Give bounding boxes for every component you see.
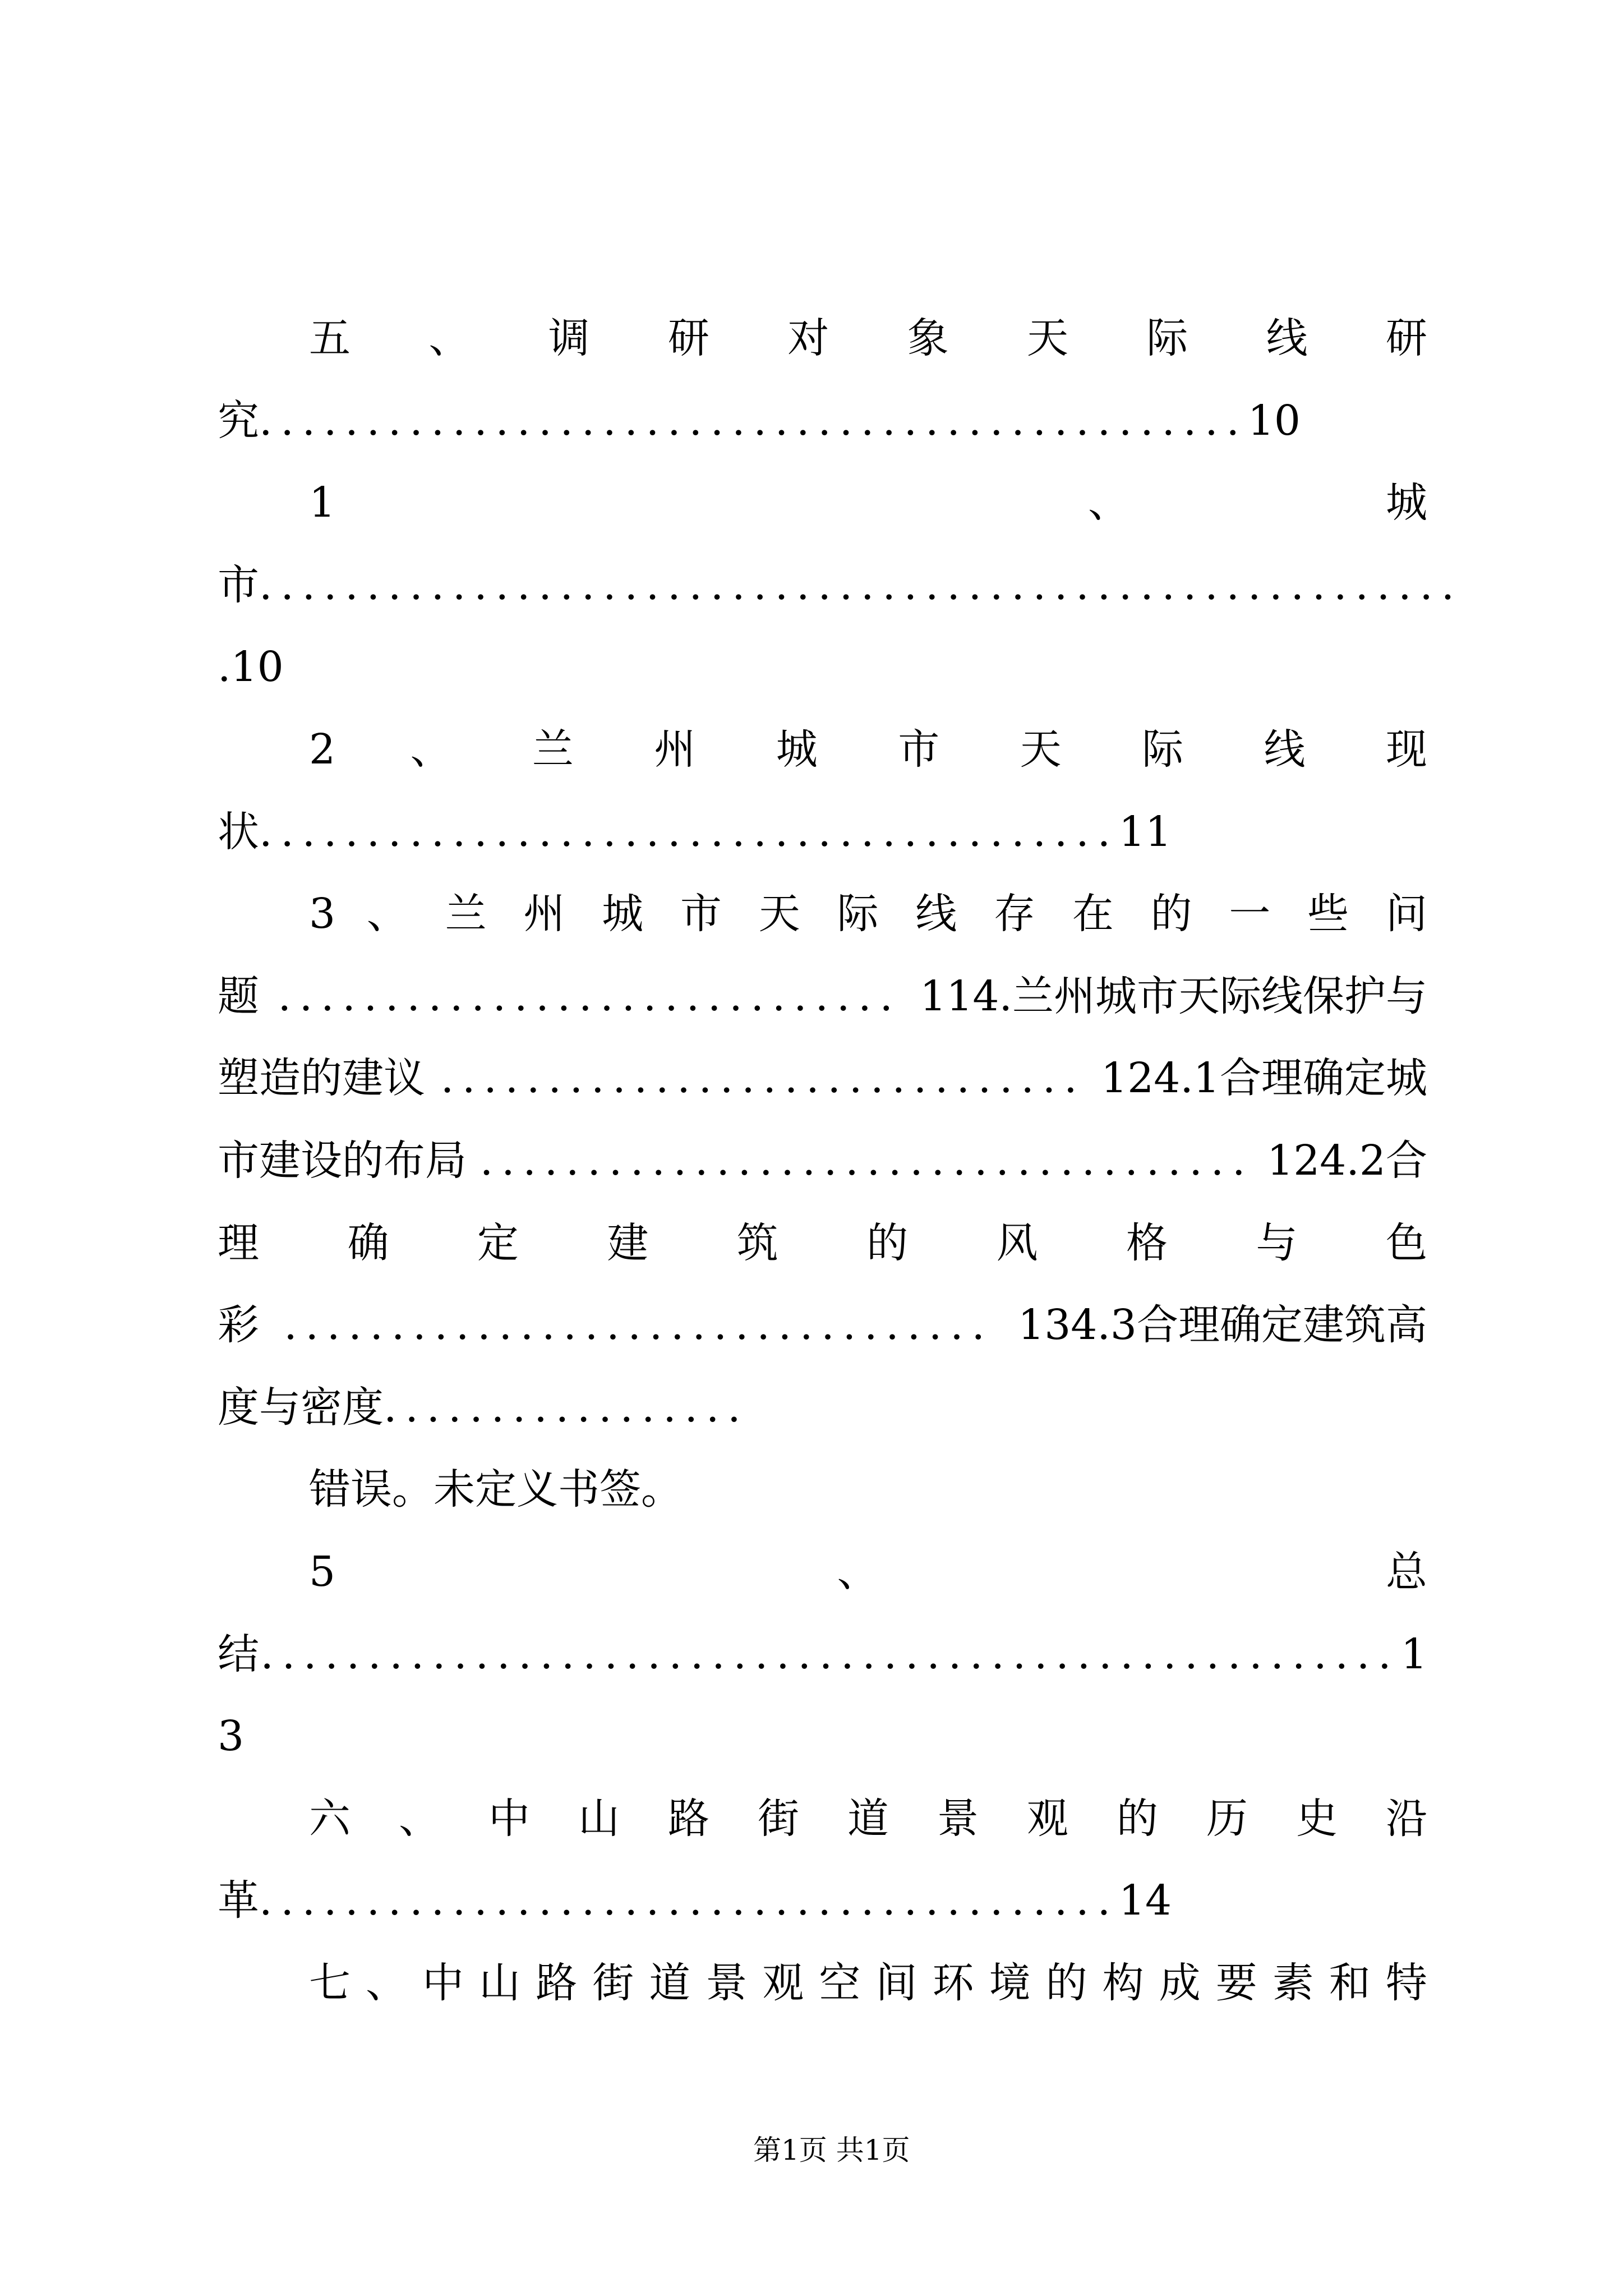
- toc-char: 研: [667, 314, 709, 362]
- toc-page-number: .10: [218, 643, 284, 692]
- toc-char: 些: [1307, 890, 1349, 938]
- toc-char: 市: [898, 725, 940, 774]
- toc-char: 理: [218, 1218, 259, 1267]
- toc-char: 空: [819, 1958, 861, 2007]
- toc-entry-title: 彩: [218, 1301, 259, 1350]
- toc-line: [218, 1202, 1427, 1285]
- toc-char: 史: [1296, 1794, 1338, 1843]
- toc-char: 山: [578, 1794, 620, 1843]
- toc-char: 构: [1102, 1958, 1144, 2007]
- toc-char: 路: [668, 1794, 709, 1843]
- toc-char: 色: [1385, 1218, 1427, 1267]
- toc-char: 兰: [532, 725, 574, 774]
- toc-entry-title: 塑造的建议: [218, 1054, 425, 1103]
- toc-line: [218, 626, 1427, 708]
- toc-line: [218, 544, 1463, 627]
- toc-entry-title: 题: [218, 972, 259, 1020]
- toc-page-number: 14: [1118, 1876, 1172, 1925]
- toc-char: 要: [1215, 1958, 1257, 2007]
- toc-dot-leader: ........................................: [259, 1876, 1119, 1925]
- toc-char: 际: [1146, 314, 1188, 362]
- toc-char: 、: [399, 1794, 440, 1843]
- toc-char: 街: [758, 1794, 799, 1843]
- toc-line: [218, 955, 1427, 1038]
- toc-entry-title: 市: [218, 560, 259, 609]
- toc-char: 城: [1386, 478, 1427, 527]
- toc-line: [218, 1695, 1427, 1778]
- toc-char: 存: [994, 890, 1036, 938]
- toc-char: 特: [1385, 1958, 1427, 2007]
- toc-page-number: 11: [1118, 807, 1172, 856]
- toc-char: 七: [309, 1958, 351, 2007]
- toc-char: 的: [1150, 890, 1192, 938]
- toc-entry-title: 结: [218, 1630, 259, 1678]
- toc-line: [218, 1942, 1427, 2024]
- toc-char: 道: [847, 1794, 889, 1843]
- toc-line: [218, 1120, 1427, 1202]
- toc-line: [218, 1284, 1427, 1366]
- toc-char: 的: [866, 1218, 909, 1267]
- toc-char: 现: [1385, 725, 1427, 774]
- toc-entry-title: 市建设的布局: [218, 1136, 467, 1185]
- toc-char: 际: [1142, 725, 1184, 774]
- toc-char: 1: [309, 478, 336, 527]
- toc-char: 线: [1264, 725, 1306, 774]
- toc-dot-leader: ..............................................: [259, 396, 1248, 445]
- toc-char: 、: [410, 725, 452, 774]
- toc-char: 2: [309, 725, 336, 774]
- toc-char: 际: [837, 890, 879, 938]
- toc-char: 、: [428, 314, 471, 362]
- toc-char: 州: [523, 890, 565, 938]
- toc-char: 素: [1272, 1958, 1314, 2007]
- toc-page-and-next-entry: 134.3合理确定建筑高: [1018, 1301, 1427, 1350]
- toc-char: 调: [548, 314, 590, 362]
- toc-entry-title: 革: [218, 1876, 259, 1925]
- toc-char: 成: [1159, 1958, 1201, 2007]
- toc-char: 五: [309, 314, 351, 362]
- toc-char: 山: [479, 1958, 521, 2007]
- toc-page-and-next-entry: 114.兰州城市天际线保护与: [920, 972, 1427, 1020]
- toc-char: 观: [1027, 1794, 1068, 1843]
- toc-char: 和: [1329, 1958, 1371, 2007]
- toc-char: 历: [1206, 1794, 1248, 1843]
- toc-line: [218, 1531, 1427, 1613]
- toc-char: 格: [1126, 1218, 1168, 1267]
- toc-char: 景: [706, 1958, 748, 2007]
- toc-char: 、: [366, 1958, 408, 2007]
- toc-char: 境: [989, 1958, 1031, 2007]
- toc-char: 街: [592, 1958, 634, 2007]
- toc-line: [218, 1778, 1427, 1860]
- toc-page-number: 10: [1247, 396, 1301, 445]
- page-footer: 第1页 共1页: [753, 2134, 910, 2166]
- toc-char: 中: [488, 1794, 530, 1843]
- toc-char: 5: [309, 1547, 336, 1596]
- toc-char: 筑: [736, 1218, 778, 1267]
- toc-char: 建: [607, 1218, 649, 1267]
- toc-char: 天: [758, 890, 800, 938]
- toc-char: 、: [837, 1547, 879, 1596]
- toc-line: [218, 791, 1427, 873]
- toc-entry-title: 度与密度: [218, 1383, 384, 1432]
- toc-page-and-next-entry: 124.1合理确定城: [1101, 1054, 1427, 1103]
- toc-page-and-next-entry: 124.2合: [1267, 1136, 1427, 1185]
- toc-char: 总: [1386, 1547, 1427, 1596]
- toc-char: 景: [937, 1794, 979, 1843]
- toc-line: [218, 1366, 1427, 1449]
- toc-char: 象: [907, 314, 949, 362]
- toc-char: 天: [1020, 725, 1062, 774]
- toc-char: 市: [680, 890, 722, 938]
- toc-line: [218, 297, 1427, 380]
- toc-char: 间: [875, 1958, 917, 2007]
- toc-char: 3: [309, 890, 336, 938]
- toc-char: 定: [477, 1218, 519, 1267]
- toc-char: 中: [422, 1958, 464, 2007]
- toc-char: 兰: [445, 890, 487, 938]
- toc-line: [218, 1448, 1427, 1531]
- table-of-contents: [218, 297, 1463, 2024]
- toc-char: 观: [762, 1958, 804, 2007]
- toc-char: 天: [1026, 314, 1068, 362]
- toc-dot-leader: ..............................: [440, 1054, 1086, 1103]
- toc-entry-title: 究: [218, 396, 259, 445]
- toc-line: [218, 380, 1427, 462]
- toc-line: [218, 1037, 1427, 1120]
- toc-dot-leader: .....................................................: [260, 1630, 1400, 1678]
- toc-char: 风: [996, 1218, 1038, 1267]
- toc-line: [218, 1613, 1427, 1696]
- toc-char: 、: [366, 890, 408, 938]
- toc-line: [218, 1860, 1427, 1942]
- toc-char: 沿: [1386, 1794, 1427, 1843]
- toc-char: 确: [347, 1218, 389, 1267]
- toc-char: 路: [536, 1958, 578, 2007]
- toc-char: 的: [1045, 1958, 1087, 2007]
- toc-char: 在: [1072, 890, 1114, 938]
- toc-entry-title: 状: [218, 807, 259, 856]
- toc-char: 线: [915, 890, 957, 938]
- toc-char: 对: [787, 314, 829, 362]
- toc-char: 道: [649, 1958, 691, 2007]
- toc-char: 六: [309, 1794, 351, 1843]
- toc-dot-leader: .................................: [284, 1301, 993, 1350]
- toc-dot-leader: ........................................................: [259, 560, 1463, 609]
- toc-char: 城: [602, 890, 644, 938]
- bookmark-error-text: 错误。未定义书签。: [309, 1465, 683, 1514]
- toc-char: 线: [1266, 314, 1308, 362]
- toc-char: 问: [1385, 890, 1427, 938]
- toc-char: 城: [776, 725, 818, 774]
- toc-dot-leader: ........................................: [259, 807, 1119, 856]
- toc-line: [218, 462, 1427, 544]
- toc-char: 的: [1117, 1794, 1158, 1843]
- toc-char: 一: [1229, 890, 1271, 938]
- toc-char: 研: [1385, 314, 1427, 362]
- toc-line: [218, 708, 1427, 791]
- toc-page-number: 3: [218, 1712, 245, 1761]
- toc-dot-leader: .................: [384, 1383, 749, 1432]
- toc-dot-leader: .............................: [278, 972, 901, 1020]
- toc-line: [218, 873, 1427, 955]
- toc-char: 与: [1256, 1218, 1298, 1267]
- toc-dot-leader: ....................................: [479, 1136, 1254, 1185]
- toc-char: 州: [654, 725, 696, 774]
- toc-char: 、: [1088, 478, 1129, 527]
- toc-char: 环: [932, 1958, 974, 2007]
- toc-page-number: 1: [1400, 1630, 1427, 1678]
